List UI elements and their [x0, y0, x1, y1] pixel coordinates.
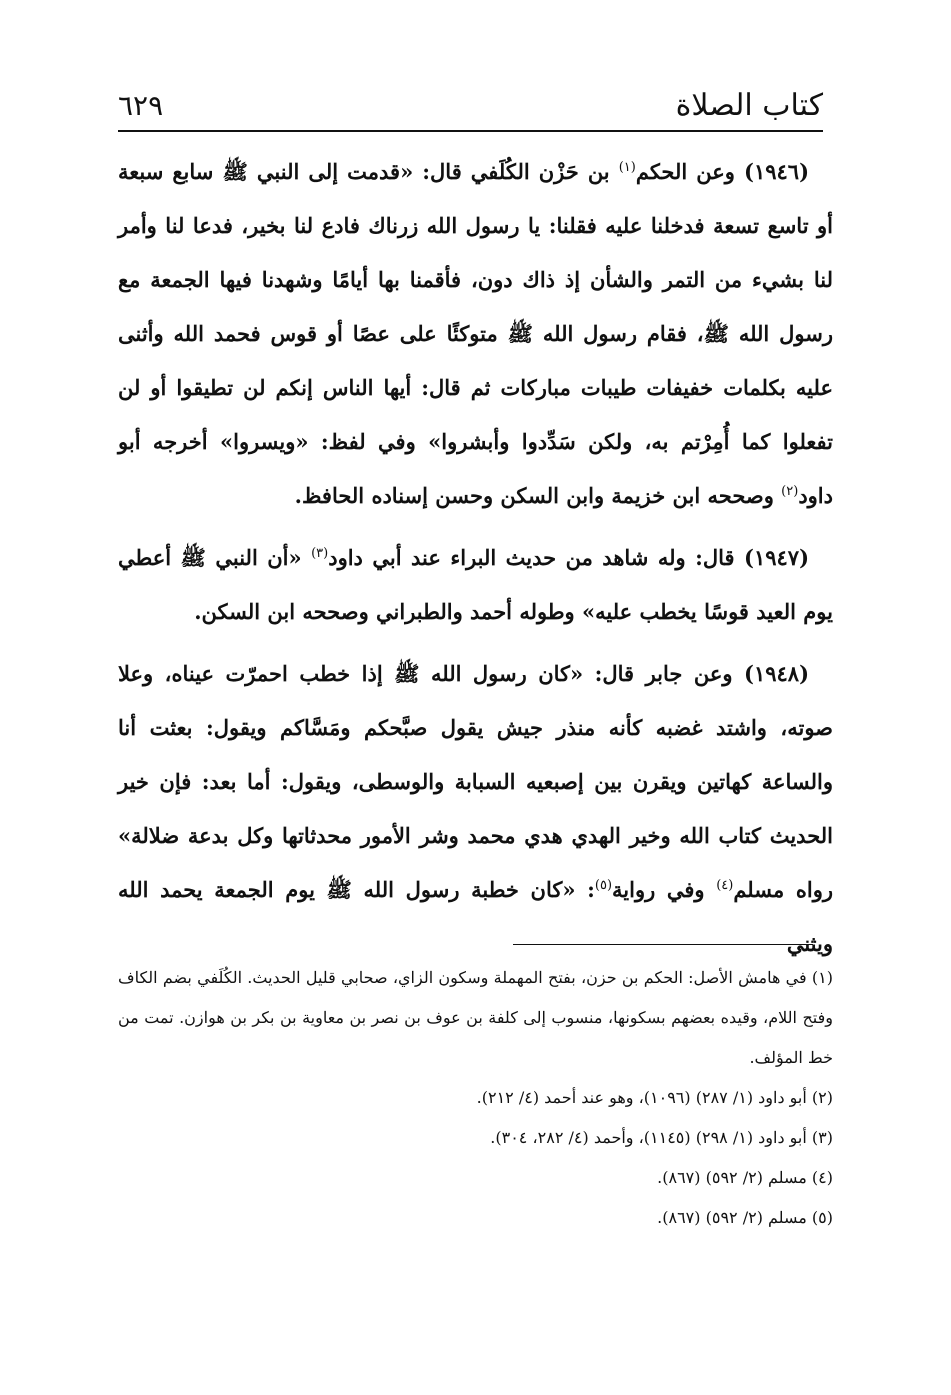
footnote-ref: (١)	[618, 160, 636, 175]
page-header	[118, 82, 823, 132]
page-number: ٦٢٩	[118, 89, 164, 122]
hadith-text: وصححه ابن خزيمة وابن السكن وحسن إسناده الحافظ.	[294, 483, 782, 508]
footnote-ref: (٥)	[594, 878, 613, 893]
hadith-1946	[118, 145, 833, 523]
hadith-text: (١٩٤٧) قال: وله شاهد من حديث البراء عند أبي داود	[328, 545, 809, 570]
book-title: كتاب الصلاة	[675, 88, 823, 123]
hadith-text: : «كان خطبة رسول الله ﷺ يوم الجمعة يحمد الله ويثني	[118, 877, 833, 956]
footnotes	[118, 958, 833, 1238]
footnote-2: (٢) أبو داود (١/ ٢٨٧) (١٠٩٦)، وهو عند أحمد (٤/ ٢١٢).	[476, 1088, 833, 1107]
footnote-5: (٥) مسلم (٢/ ٥٩٢) (٨٦٧).	[657, 1208, 833, 1227]
footnote-ref: (٢)	[781, 484, 799, 499]
hadith-1947	[118, 531, 833, 639]
footnote-ref: (٤)	[716, 878, 734, 893]
footnote-divider	[513, 944, 813, 945]
hadith-1948	[118, 647, 833, 971]
footnote-3: (٣) أبو داود (١/ ٢٩٨) (١١٤٥)، وأحمد (٤/ ٢٨٢، ٣٠٤).	[490, 1128, 833, 1147]
hadith-text: وفي رواية	[612, 877, 717, 902]
main-text	[118, 145, 833, 979]
footnote-4: (٤) مسلم (٢/ ٥٩٢) (٨٦٧).	[657, 1168, 833, 1187]
hadith-text: (١٩٤٨) وعن جابر قال: «كان رسول الله ﷺ إذا خطب احمرّت عيناه، وعلا صوته، واشتد غضبه كأنه منذر جيش يقول صبَّحكم ومَسَّاكم ويقول: بعثت أنا والساعة كهاتين ويقرن بين إصبعيه السبابة والوسطى، ويقول: أما بعد: فإن خير الحديث كتاب الله وخير الهدي هدي محمد وشر الأمور محدثاتها وكل بدعة ضلالة» رواه مسلم	[118, 661, 833, 902]
hadith-text: (١٩٤٦) وعن الحكم	[635, 159, 810, 184]
hadith-text: بن حَزْن الكُلَفي قال: «قدمت إلى النبي ﷺ سابع سبعة أو تاسع تسعة فدخلنا عليه فقلنا: يا رسول الله زرناك فادع لنا بخير، فدعا لنا وأمر لنا بشيء من التمر والشأن إذ ذاك دون، فأقمنا بها أيامًا وشهدنا فيها الجمعة مع رسول الله ﷺ، فقام رسول الله ﷺ متوكئًا على عصًا أو قوس فحمد الله وأثنى عليه بكلمات خفيفات طيبات مباركات ثم قال: أيها الناس إنكم لن تطيقوا أو لن تفعلوا كما أُمِرْتم به، ولكن سَدِّدوا وأبشروا» وفي لفظ: «ويسروا» أخرجه أبو داود	[118, 159, 833, 508]
footnote-ref: (٣)	[311, 546, 329, 561]
hadith-text: «أن النبي ﷺ أعطي يوم العيد قوسًا يخطب عليه» وطوله أحمد والطبراني وصححه ابن السكن.	[118, 545, 833, 624]
footnote-1: (١) في هامش الأصل: الحكم بن حزن، بفتح المهملة وسكون الزاي، صحابي قليل الحديث. الكُلَفي بضم الكاف وفتح اللام، وقيده بعضهم بسكونها، منسوب إلى كلفة بن عوف بن نصر بن معاوية بن بكر بن هوازن. تمت من خط المؤلف.	[118, 968, 833, 1067]
